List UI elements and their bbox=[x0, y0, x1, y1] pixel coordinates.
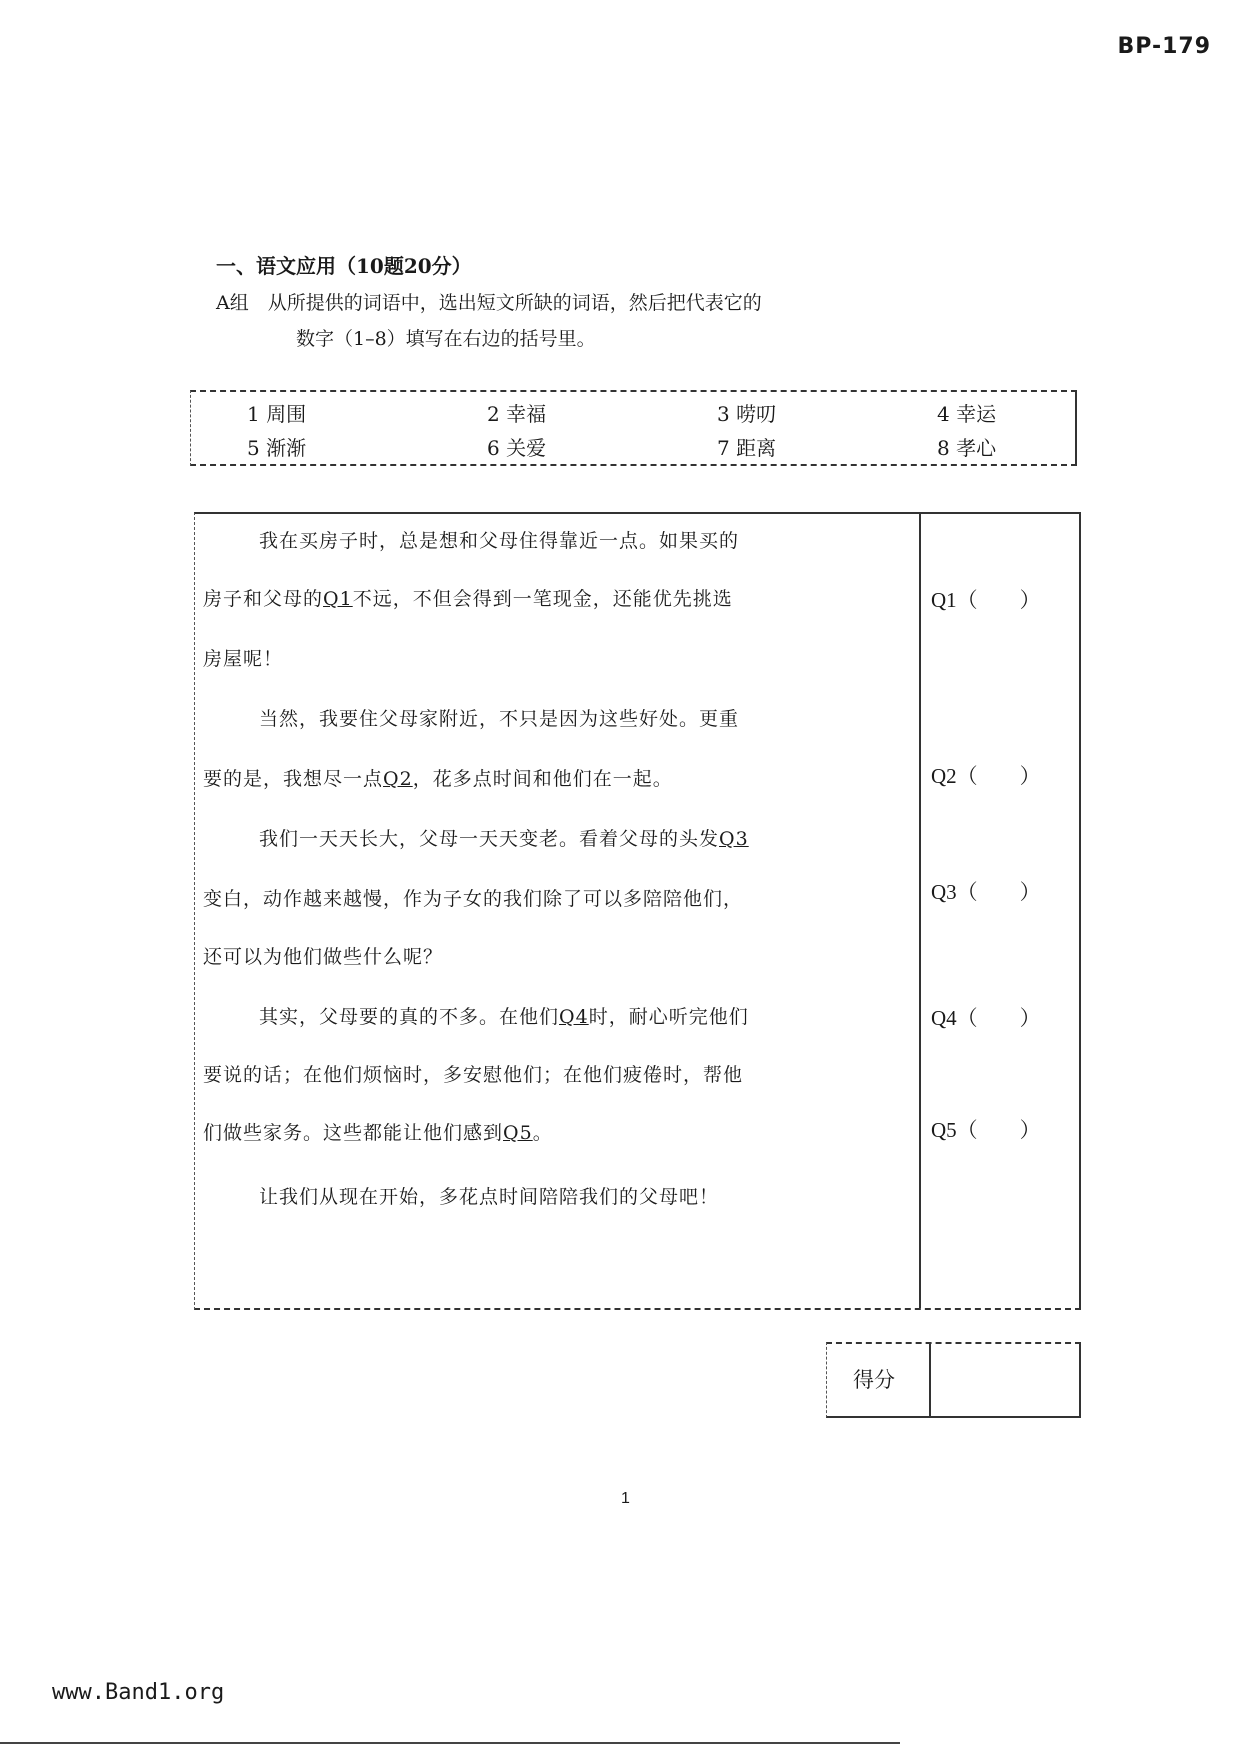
column-divider bbox=[919, 514, 921, 1308]
word-option: 8 孝心 bbox=[937, 436, 997, 460]
score-box bbox=[826, 1342, 1081, 1418]
passage-line: 还可以为他们做些什么呢？ bbox=[203, 946, 444, 968]
document-code: BP-179 bbox=[1117, 34, 1211, 59]
score-label: 得分 bbox=[853, 1368, 895, 1392]
passage-line: 让我们从现在开始，多花点时间陪陪我们的父母吧！ bbox=[259, 1186, 720, 1208]
passage-line bbox=[203, 1118, 553, 1145]
passage-text: 不远，不但会得到一笔现金，还能优先挑选 bbox=[352, 588, 733, 610]
passage-text: 们做些家务。这些都能让他们感到 bbox=[203, 1122, 504, 1144]
answer-q2[interactable]: Q2（ ） bbox=[931, 764, 1041, 788]
passage-line: 房屋呢！ bbox=[203, 648, 284, 670]
word-option: 4 幸运 bbox=[937, 402, 997, 426]
footer-rule bbox=[0, 1742, 900, 1744]
passage-text: 。 bbox=[532, 1122, 553, 1144]
answer-q1[interactable]: Q1（ ） bbox=[931, 588, 1041, 612]
answer-q4[interactable]: Q4（ ） bbox=[931, 1006, 1041, 1030]
passage-line: 要说的话；在他们烦恼时，多安慰他们；在他们疲倦时，帮他 bbox=[203, 1064, 744, 1086]
score-divider bbox=[929, 1344, 931, 1416]
instruction-line-1: A组 从所提供的词语中，选出短文所缺的词语，然后把代表它的 bbox=[216, 292, 762, 314]
passage-line: 变白，动作越来越慢，作为子女的我们除了可以多陪陪他们， bbox=[203, 888, 744, 910]
passage-text: 要的是，我想尽一点 bbox=[203, 768, 384, 790]
passage-text: 房子和父母的 bbox=[203, 588, 324, 610]
passage-line bbox=[203, 764, 673, 791]
passage-line bbox=[259, 824, 749, 851]
answer-q3[interactable]: Q3（ ） bbox=[931, 880, 1041, 904]
word-bank-box bbox=[190, 390, 1077, 466]
passage-box bbox=[194, 512, 1081, 1310]
blank-q3: Q3 bbox=[719, 828, 749, 850]
instruction-line-2: 数字（1–8）填写在右边的括号里。 bbox=[296, 328, 596, 350]
passage-text: 我们一天天长大，父母一天天变老。看着父母的头发 bbox=[259, 828, 720, 850]
word-option: 6 关爱 bbox=[487, 436, 547, 460]
answer-q5[interactable]: Q5（ ） bbox=[931, 1118, 1041, 1142]
section-title: 一、语文应用（10题20分） bbox=[216, 254, 472, 278]
blank-q1: Q1 bbox=[323, 588, 353, 610]
page-number: 1 bbox=[621, 1490, 630, 1507]
passage-text: 其实，父母要的真的不多。在他们 bbox=[259, 1006, 560, 1028]
word-option: 3 唠叨 bbox=[717, 402, 777, 426]
passage-line bbox=[259, 1002, 749, 1029]
word-option: 2 幸福 bbox=[487, 402, 547, 426]
passage-line bbox=[203, 584, 733, 611]
site-url: www.Band1.org bbox=[52, 1680, 225, 1705]
passage-text: ，花多点时间和他们在一起。 bbox=[412, 768, 673, 790]
passage-line: 我在买房子时，总是想和父母住得靠近一点。如果买的 bbox=[259, 530, 740, 552]
word-option: 7 距离 bbox=[717, 436, 777, 460]
word-option: 5 渐渐 bbox=[247, 436, 307, 460]
passage-text: 时，耐心听完他们 bbox=[588, 1006, 749, 1028]
blank-q5: Q5 bbox=[503, 1122, 533, 1144]
blank-q2: Q2 bbox=[383, 768, 413, 790]
blank-q4: Q4 bbox=[559, 1006, 589, 1028]
passage-line: 当然，我要住父母家附近，不只是因为这些好处。更重 bbox=[259, 708, 740, 730]
word-option: 1 周围 bbox=[247, 402, 307, 426]
